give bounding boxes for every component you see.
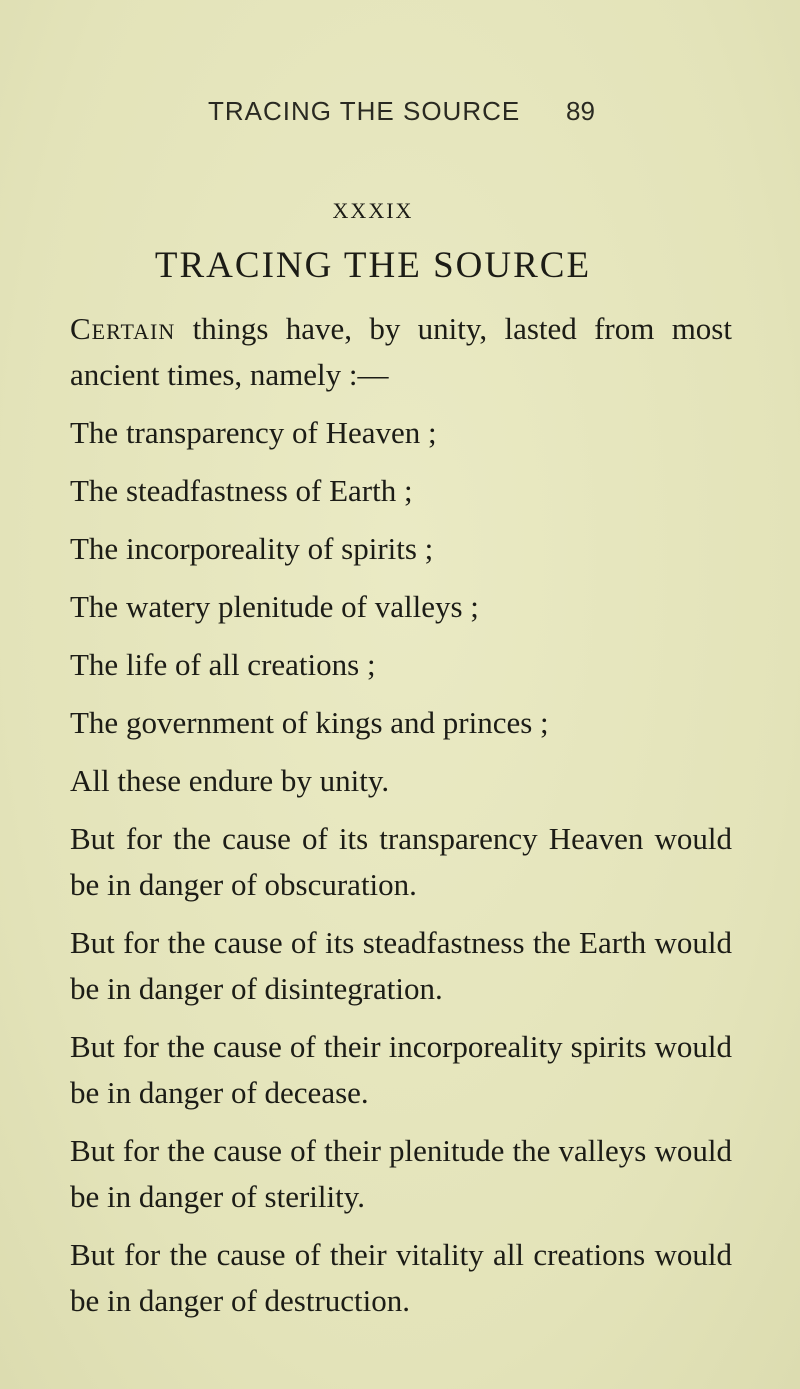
running-head xyxy=(0,96,800,136)
running-title: TRACING THE SOURCE xyxy=(208,96,521,126)
body-text xyxy=(70,306,732,1336)
paragraph: But for the cause of its transparency Heaven would be in danger of obscuration. xyxy=(70,821,732,902)
page-number: 89 xyxy=(566,96,595,126)
opening-lead-word: Certain xyxy=(70,311,176,346)
chapter-number: XXXIX xyxy=(332,198,414,223)
list-line: The steadfastness of Earth ; xyxy=(70,473,413,508)
list-line: The life of all creations ; xyxy=(70,647,376,682)
list-line: The watery plenitude of valleys ; xyxy=(70,589,479,624)
paragraph: But for the cause of their incorporeality spirits would be in danger of decease. xyxy=(70,1029,732,1110)
list-line: The transparency of Heaven ; xyxy=(70,415,437,450)
list-line: All these endure by unity. xyxy=(70,763,390,798)
paragraph: But for the cause of its steadfastness the Earth would be in danger of disintegration. xyxy=(70,925,732,1006)
paragraph: But for the cause of their vitality all creations would be in danger of destruction. xyxy=(70,1237,732,1318)
chapter-title: TRACING THE SOURCE xyxy=(154,245,592,286)
list-line: The incorporeality of spirits ; xyxy=(70,531,434,566)
opening-paragraph xyxy=(70,306,732,398)
list-line: The government of kings and princes ; xyxy=(70,705,549,740)
opening-rest: things have, by unity, lasted from most ancient times, namely :— xyxy=(70,311,732,392)
paragraph: But for the cause of their plenitude the valleys would be in danger of sterility. xyxy=(70,1133,732,1214)
